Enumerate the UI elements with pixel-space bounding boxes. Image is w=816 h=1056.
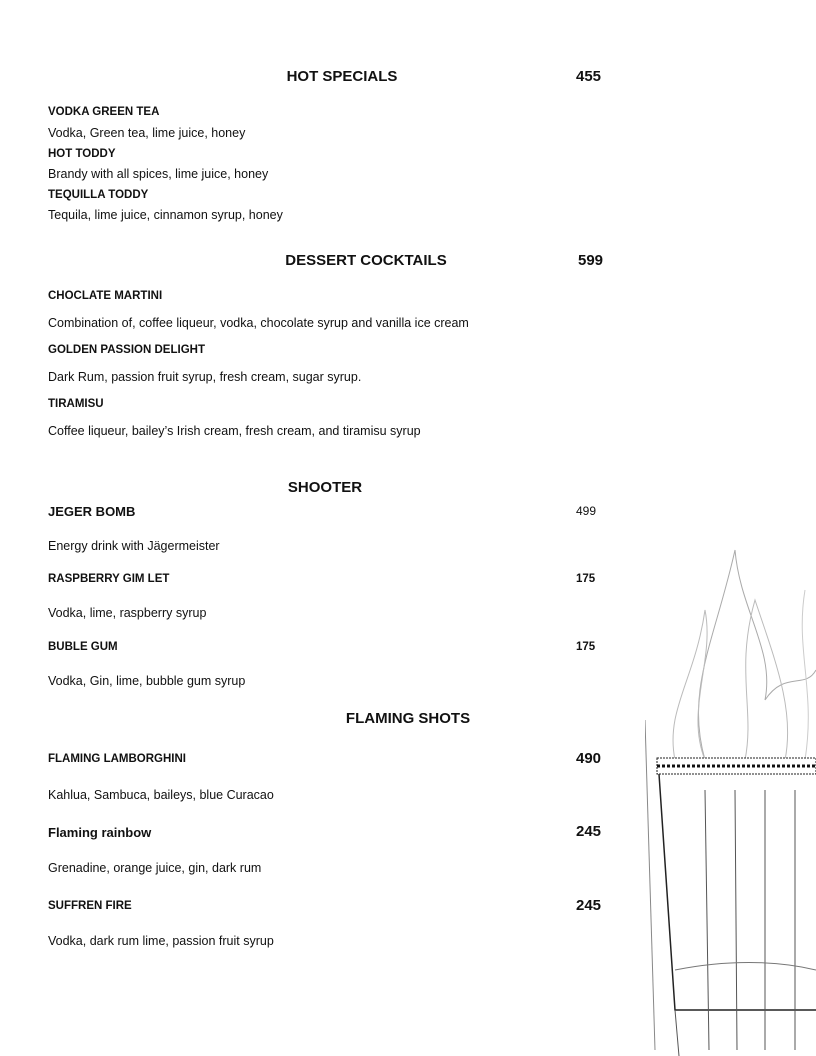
item-price: 175 — [576, 641, 596, 653]
item-price: 499 — [576, 504, 597, 518]
item-desc: Combination of, coffee liqueur, vodka, chocolate syrup and vanilla ice cream — [48, 316, 469, 330]
section-title-hot-specials: HOT SPECIALS — [286, 68, 398, 85]
item-name: BUBLE GUM — [48, 641, 118, 653]
item-name: JEGER BOMB — [48, 504, 136, 519]
item-desc: Dark Rum, passion fruit syrup, fresh cream, sugar syrup. — [48, 370, 362, 384]
item-name: FLAMING LAMBORGHINI — [48, 753, 186, 765]
item-name: SUFFREN FIRE — [48, 900, 132, 912]
item-desc: Kahlua, Sambuca, baileys, blue Curacao — [48, 788, 274, 802]
item-name: GOLDEN PASSION DELIGHT — [48, 344, 205, 356]
item-desc: Grenadine, orange juice, gin, dark rum — [48, 861, 262, 875]
item-name: RASPBERRY GIM LET — [48, 573, 170, 585]
item-desc: Vodka, Gin, lime, bubble gum syrup — [48, 674, 246, 688]
item-name: Flaming rainbow — [48, 825, 152, 840]
item-name: TIRAMISU — [48, 398, 104, 410]
item-desc: Vodka, dark rum lime, passion fruit syrup — [48, 934, 274, 948]
section-title-shooter: SHOOTER — [287, 479, 363, 496]
item-price: 245 — [576, 897, 602, 914]
item-desc: Tequila, lime juice, cinnamon syrup, honey — [48, 208, 283, 222]
item-price: 490 — [576, 750, 602, 767]
item-name: TEQUILLA TODDY — [48, 189, 149, 201]
item-name: CHOCLATE MARTINI — [48, 290, 163, 302]
flaming-shot-glass-image — [645, 490, 816, 1056]
item-price: 245 — [576, 823, 602, 840]
item-price: 175 — [576, 573, 596, 585]
item-name: VODKA GREEN TEA — [48, 106, 160, 118]
item-name: HOT TODDY — [48, 148, 116, 160]
item-desc: Brandy with all spices, lime juice, honey — [48, 167, 269, 181]
section-price-dessert-cocktails: 599 — [578, 252, 604, 269]
item-desc: Coffee liqueur, bailey’s Irish cream, fresh cream, and tiramisu syrup — [48, 424, 421, 438]
item-desc: Vodka, lime, raspberry syrup — [48, 606, 207, 620]
section-price-hot-specials: 455 — [576, 68, 602, 85]
section-title-dessert-cocktails: DESSERT COCKTAILS — [285, 252, 447, 269]
item-desc: Energy drink with Jägermeister — [48, 539, 220, 553]
item-desc: Vodka, Green tea, lime juice, honey — [48, 126, 246, 140]
section-title-flaming-shots: FLAMING SHOTS — [345, 710, 471, 727]
